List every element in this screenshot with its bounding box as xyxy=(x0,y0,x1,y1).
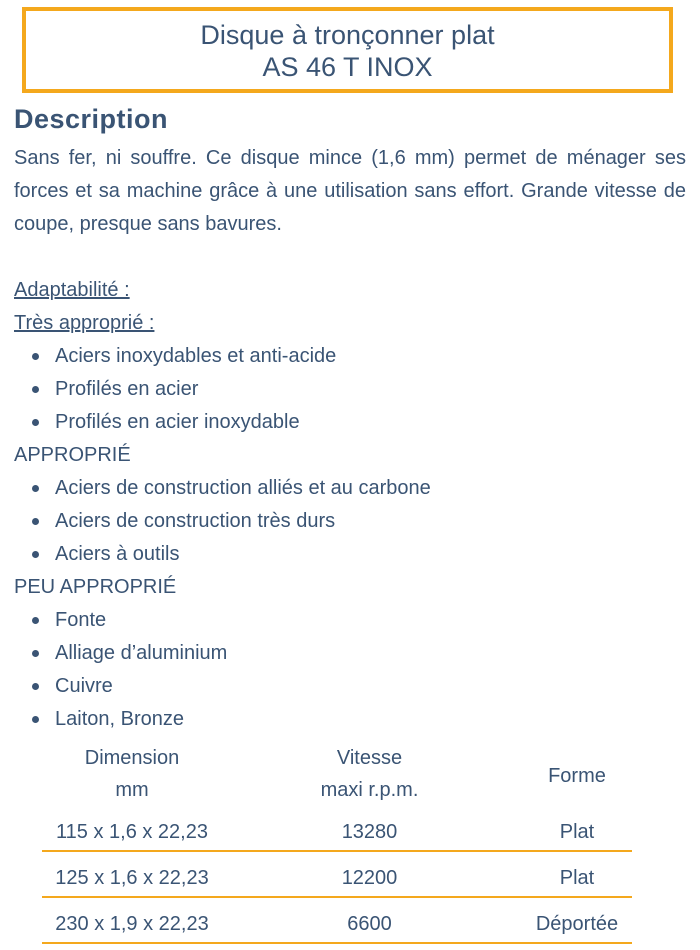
list-item: Cuivre xyxy=(14,670,686,703)
table-row xyxy=(42,814,632,852)
adaptability-section xyxy=(14,274,686,736)
product-reference: AS 46 T INOX xyxy=(262,52,433,82)
bullet-icon xyxy=(32,518,39,525)
cell-dimension: 125 x 1,6 x 22,23 xyxy=(55,867,209,889)
bullet-icon xyxy=(32,551,39,558)
product-title: Disque à tronçonner plat xyxy=(200,20,495,50)
list-peu-approprie xyxy=(14,604,686,736)
specs-table xyxy=(42,742,632,935)
bullet-icon xyxy=(32,683,39,690)
group-label-peu-approprie: PEU APPROPRIÉ xyxy=(14,576,177,598)
table-row xyxy=(42,860,632,898)
header-dimension: Dimension mm xyxy=(84,747,180,801)
bullet-icon xyxy=(32,650,39,657)
title-box xyxy=(22,7,673,93)
bullet-icon xyxy=(32,353,39,360)
header-speed: Vitesse maxi r.p.m. xyxy=(320,747,419,801)
group-label-approprie: APPROPRIÉ xyxy=(14,444,131,466)
cell-dimension: 230 x 1,9 x 22,23 xyxy=(55,913,209,935)
cell-shape: Plat xyxy=(559,821,595,843)
bullet-icon xyxy=(32,617,39,624)
cell-dimension: 115 x 1,6 x 22,23 xyxy=(56,821,208,843)
table-header xyxy=(42,742,632,812)
list-item: Aciers inoxydables et anti-acide xyxy=(14,340,686,373)
cell-shape: Plat xyxy=(559,867,595,889)
list-item: Alliage d’aluminium xyxy=(14,637,686,670)
bullet-icon xyxy=(32,419,39,426)
description-text: Sans fer, ni souffre. Ce disque mince (1,6 mm) permet de ménager ses forces et sa machine grâce à une utilisation sans effort. Grande vitesse de coupe, presque sans bavures. xyxy=(14,147,686,235)
group-label-tres-approprie: Très approprié : xyxy=(14,312,155,334)
list-approprie xyxy=(14,472,686,571)
list-item: Aciers de construction très durs xyxy=(14,505,686,538)
cell-shape: Déportée xyxy=(535,913,619,935)
bullet-icon xyxy=(32,386,39,393)
list-item: Profilés en acier inoxydable xyxy=(14,406,686,439)
cell-speed: 12200 xyxy=(341,867,398,889)
list-item: Fonte xyxy=(14,604,686,637)
list-item: Profilés en acier xyxy=(14,373,686,406)
adaptability-heading: Adaptabilité : xyxy=(14,279,130,301)
list-tres-approprie xyxy=(14,340,686,439)
bullet-icon xyxy=(32,716,39,723)
header-shape: Forme xyxy=(548,765,606,787)
cell-speed: 6600 xyxy=(347,913,392,935)
cell-speed: 13280 xyxy=(341,821,398,843)
bullet-icon xyxy=(32,485,39,492)
table-row xyxy=(42,906,632,944)
list-item: Aciers à outils xyxy=(14,538,686,571)
list-item: Aciers de construction alliés et au carbone xyxy=(14,472,686,505)
description-heading: Description xyxy=(14,104,169,134)
list-item: Laiton, Bronze xyxy=(14,703,686,736)
